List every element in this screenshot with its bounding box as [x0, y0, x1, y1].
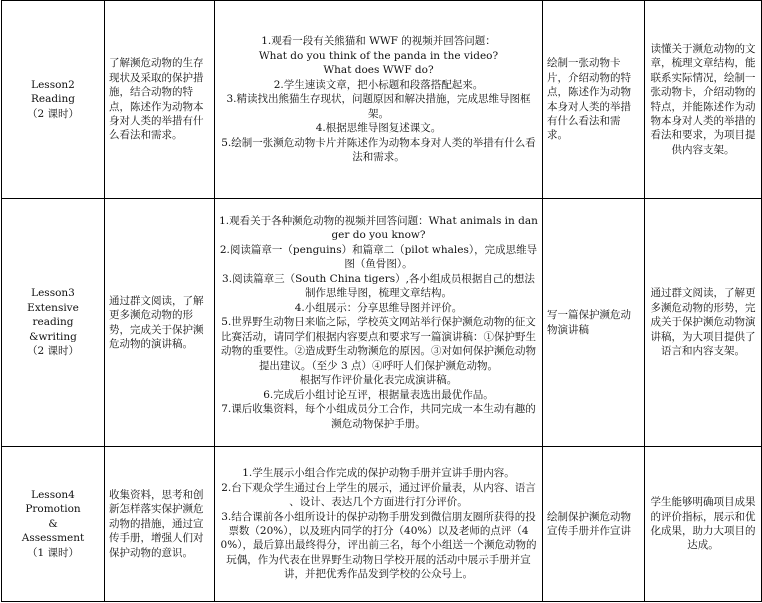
lesson-type: Extensive — [27, 301, 79, 314]
activity-line: 1.观看一段有关熊猫和 WWF 的视频并回答问题： — [261, 35, 496, 48]
lesson-type: & — [48, 517, 58, 530]
table-row — [2, 199, 762, 447]
intent-cell: 通过群文阅读，了解更多濒危动物的形势，完成关于保护濒危动物演讲稿，为大项目提供了语言和内容支架。 — [645, 199, 762, 447]
lesson-name: Lesson2 — [31, 78, 75, 91]
lesson-cell — [2, 447, 105, 602]
activity-line: 5.世界野生动物日来临之际，学校英文网站举行保护濒危动物的征文比赛活动，请同学们根据内容要点和要求写一篇演讲稿：①保护野生动物的重要性。②造成野生动物濒危的原因。③对如何保护濒危动物提出建议。（至少 3 点）④呼吁人们保护濒危动物。 — [221, 316, 536, 372]
activity-line: 2.台下观众学生通过台上学生的展示，通过评价量表，从内容、语言 、设计、表达几个方面进行打分评价。 — [221, 481, 536, 509]
activity-line: 7.课后收集资料，每个小组成员分工合作，共同完成一本生动有趣的濒危动物保护手册。 — [221, 403, 536, 430]
goal-cell: 了解濒危动物的生存现状及采取的保护措施，结合动物的特点，陈述作为动物本身对人类的举措有什么看法和需求。 — [105, 1, 215, 199]
lesson-type: Assessment — [21, 532, 85, 545]
lesson-type: &writing — [29, 330, 77, 343]
lesson-hours: （2 课时） — [26, 345, 80, 358]
lesson-cell — [2, 1, 105, 199]
activity-line: 2.学生速读文章，把小标题和段落搭配起来。 — [273, 78, 484, 91]
lesson-hours: （2 课时） — [26, 107, 80, 120]
activity-line: 5.绘制一张濒危动物卡片并陈述作为动物本身对人类的举措有什么看法和需求。 — [221, 136, 536, 164]
lesson-type: reading — [32, 316, 74, 329]
lesson-plan-table — [1, 0, 762, 602]
lesson-hours: （1 课时） — [26, 546, 80, 559]
table-row — [2, 447, 762, 602]
activity-line: What do you think of the panda in the video? — [258, 49, 499, 62]
task-cell: 绘制保护濒危动物宣传手册并作宣讲 — [543, 447, 645, 602]
activity-line: 4.小组展示：分享思维导图并评价。 — [294, 301, 463, 314]
activity-line: 3.精读找出熊猫生存现状，问题原因和解决措施，完成思维导图框架。 — [226, 93, 531, 120]
task-cell: 写一篇保护濒危动物演讲稿 — [543, 199, 645, 447]
activity-line: 2.阅读篇章一（penguins）和篇章二（pilot whales），完成思维导图（鱼骨图）。 — [219, 243, 538, 271]
lesson-cell — [2, 199, 105, 447]
lesson-type: Promotion — [25, 503, 81, 516]
activity-line: What does WWF do? — [323, 64, 434, 77]
task-cell: 绘制一张动物卡片，介绍动物的特点，陈述作为动物本身对人类的举措有什么看法和需求。 — [543, 1, 645, 199]
activity-line: 4.根据思维导图复述课文。 — [315, 122, 442, 135]
activities-cell — [215, 447, 543, 602]
activity-line: 3.阅读篇章三（South China tigers）,各小组成员根据自己的想法制作思维导图，梳理文章结构。 — [222, 272, 535, 300]
intent-cell: 读懂关于濒危动物的文章，梳理文章结构，能联系实际情况，绘制一张动物卡，介绍动物的特点，并能陈述作为动物本身对人类的举措的看法和要求，为项目提供内容支架。 — [645, 1, 762, 199]
activity-line: 根据写作评价量化表完成演讲稿。 — [299, 374, 458, 387]
table-row — [2, 1, 762, 199]
goal-cell: 收集资料，思考和创新怎样落实保护濒危动物的措施，通过宣传手册，增强人们对保护动物的意识。 — [105, 447, 215, 602]
activities-cell — [215, 199, 543, 447]
goal-cell: 通过群文阅读，了解更多濒危动物的形势，完成关于保护濒危动物的演讲稿。 — [105, 199, 215, 447]
lesson-type: Reading — [31, 93, 75, 106]
activity-line: 6.完成后小组讨论互评，根据量表选出最优作品。 — [263, 388, 494, 401]
lesson-name: Lesson3 — [31, 287, 75, 300]
activities-cell — [215, 1, 543, 199]
intent-cell: 学生能够明确项目成果的评价指标，展示和优化成果，助力大项目的达成。 — [645, 447, 762, 602]
activity-line: 1.学生展示小组合作完成的保护动物手册并宣讲手册内容。 — [242, 467, 515, 480]
activity-line: 1.观看关于各种濒危动物的视频并回答问题：What animals in danger do you know? — [219, 214, 538, 242]
lesson-name: Lesson4 — [31, 488, 75, 501]
activity-line: 3.结合课前各小组所设计的保护动物手册发到微信朋友圈所获得的投票数（20%），以及班内同学的打分（40%）以及老师的点评（40%），最后算出最终得分，评出前三名，每个小组送一个濒危动物的玩偶，作为代表在世界野生动物日学校开展的活动中展示手册并宣讲，并把优秀作品发到学校的公众号上。 — [220, 510, 537, 581]
